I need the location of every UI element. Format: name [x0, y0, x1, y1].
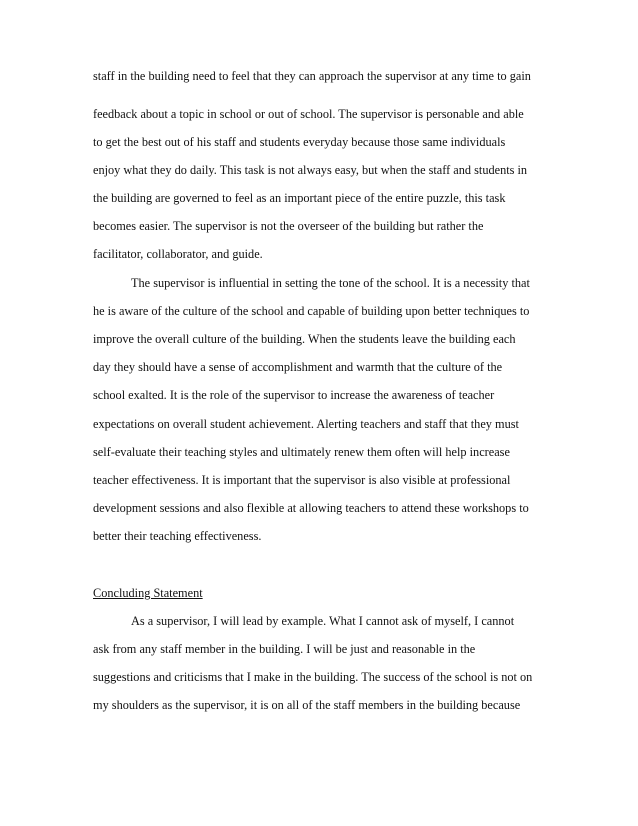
paragraph-line: facilitator, collaborator, and guide.	[93, 247, 263, 261]
paragraph-line: becomes easier. The supervisor is not the overseer of the building but rather the	[93, 219, 484, 233]
paragraph-line: he is aware of the culture of the school and capable of building upon better techniques to	[93, 304, 530, 318]
paragraph-line: school exalted. It is the role of the supervisor to increase the awareness of teacher	[93, 388, 495, 402]
paragraph-line: staff in the building need to feel that they can approach the supervisor at any time to gain	[93, 69, 531, 83]
section-heading: Concluding Statement	[93, 586, 203, 600]
paragraph-line: teacher effectiveness. It is important that the supervisor is also visible at professional	[93, 473, 511, 487]
paragraph-line: better their teaching effectiveness.	[93, 529, 262, 543]
paragraph-line: As a supervisor, I will lead by example. What I cannot ask of myself, I cannot	[131, 614, 515, 628]
paragraph-line: feedback about a topic in school or out of school. The supervisor is personable and able	[93, 107, 524, 121]
paragraph-line: The supervisor is influential in setting the tone of the school. It is a necessity that	[131, 276, 530, 290]
paragraph-line: suggestions and criticisms that I make in the building. The success of the school is not on	[93, 670, 533, 684]
paragraph-line: improve the overall culture of the building. When the students leave the building each	[93, 332, 516, 346]
paragraph-line: enjoy what they do daily. This task is not always easy, but when the staff and students in	[93, 163, 528, 177]
paragraph-line: self-evaluate their teaching styles and ultimately renew them often will help increase	[93, 445, 510, 459]
paragraph-line: my shoulders as the supervisor, it is on all of the staff members in the building because	[93, 698, 521, 712]
paragraph-line: development sessions and also flexible at allowing teachers to attend these workshops to	[93, 501, 529, 515]
paragraph-line: to get the best out of his staff and students everyday because those same individuals	[93, 135, 506, 149]
paragraph-line: the building are governed to feel as an important piece of the entire puzzle, this task	[93, 191, 506, 205]
paragraph-line: day they should have a sense of accomplishment and warmth that the culture of the	[93, 360, 503, 374]
paragraph-line: expectations on overall student achievement. Alerting teachers and staff that they must	[93, 417, 519, 431]
paragraph-line: ask from any staff member in the building. I will be just and reasonable in the	[93, 642, 476, 656]
